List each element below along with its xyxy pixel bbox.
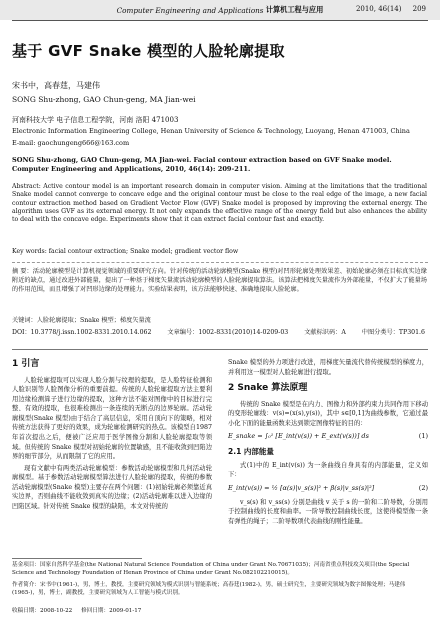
document-code: 文献标识码：A xyxy=(304,329,346,336)
affiliation-en: Electronic Information Engineering College, Henan University of Science & Technology, Luoyang, Henan 471003, China xyxy=(12,127,410,135)
equation-body: E_int(v(s)) = ½ [α(s)|v_s(s)|² + β(s)|v_ss(s)|²] xyxy=(228,483,375,492)
paragraph: 传统的 Snake 模型是在内力、图像力和外部约束力共同作用下移动的变形轮廓线：v(s)=(x(s),y(s))，其中 s∈[0,1]为曲线参数，它通过最小化下面的能量函数来达到锁定图像特征的目的： xyxy=(228,400,428,427)
paragraph: 人脸轮廓提取可以实现人脸分割与纹理的提取，是人脸特征检测和人脸识别等人脸图像分析的重要前提。传统的人脸轮廓提取方法主要利用边缘检测算子进行边缘的提取，这种方法不能对图像中的目标进行完整、有效的提取，也很难检测出一条连续的无断点的边界轮廓。活动轮廓模型(Snake 模型)由于结合了高层信息，采用自顶向下的策略，相对传统方法获得了更好的效果，成为轮廓检测研究的热点。该模型自1987年首次提出之后，便被广泛应用于医学图像分割和人脸轮廓提取等领域。但传统的 Snake 模型对初始轮廓的位置敏感，且不能收敛到凹陷边界的细节部分，从而限制了它的应用。 xyxy=(12,376,212,461)
paragraph: v_s(s) 和 v_ss(s) 分别是曲线 v 关于 s 的一阶和二阶导数，分别用于控制曲线的长度和曲率。一阶导数控制曲线长度，这使得模型像一条有弹性的绳子；二阶导数项代表曲线的刚性能量。 xyxy=(228,498,428,525)
abstract-cn: 摘 要：活动轮廓模型是计算机视觉领域的重要研究方向。针对传统的活动轮廓模型(Snake 模型)对凹形轮廓处理效果差、初始轮廓必须在目标真实边缘附近的缺点，通过改进外部能量，提出了一种基于梯度矢量流活动轮廓模型的人脸轮廓提取算法。该算法把梯度矢量流作为外部能量，不仅扩大了能量场的作用范围，而且增强了对凹形边缘的处理能力。实验结果表明，该方法能够快速、准确地提取人脸轮廓。 xyxy=(12,268,427,293)
journal-name-cn: 计算机工程与应用 xyxy=(265,5,324,14)
page-number: 209 xyxy=(412,5,426,13)
equation-number: (2) xyxy=(418,483,428,492)
left-column xyxy=(12,358,212,514)
paper-title: 基于 GVF Snake 模型的人脸轮廓提取 xyxy=(12,42,285,60)
equation-body: E_snake = ∫₀¹ [E_int(v(s)) + E_ext(v(s))] ds xyxy=(228,432,369,441)
journal-name-en: Computer Engineering and Applications xyxy=(116,5,264,15)
citation: SONG Shu-zhong, GAO Chun-geng, MA Jian-wei. Facial contour extraction based on GVF Snake model. Computer Engineering and Applications, 2010, 46(14): 209-211. xyxy=(12,156,392,173)
doi-row xyxy=(12,327,428,336)
paragraph: 现有文献中有两类活动轮廓模型：参数活动轮廓模型和几何活动轮廓模型。基于参数活动轮廓模型算法进行人脸轮廓的提取，传统的参数活动轮廓模型(Snake 模型)主要存在两个问题：(1)初始轮廓必须靠近真实边界，否则曲线不能收敛到真实的边缘；(2)活动轮廓难以进入边缘的凹陷区域。针对传统 Snake 模型的缺陷，本文对传统的 xyxy=(12,464,212,510)
keywords-en: Key words: facial contour extraction; Snake model; gradient vector flow xyxy=(12,248,239,255)
paragraph: 式(1)中的 E_int(v(s)) 为一条曲线自身具有的内部能量，定义如下： xyxy=(228,461,428,479)
author-email: E-mail: gaochungeng666@163.com xyxy=(12,139,130,147)
right-column xyxy=(228,358,428,528)
authors-en: SONG Shu-zhong, GAO Chun-geng, MA Jian-wei xyxy=(12,95,196,104)
funding-note: 基金项目：国家自然科学基金(the National Natural Science Foundation of China under Grant No.70671035)；河南省重点科技攻关项目(the Special Science and Technology Foundation of Henan Province of China under Grant No.082102210015)。 xyxy=(12,562,410,576)
section-heading: 1 引言 xyxy=(12,359,40,369)
abstract-en: Abstract: Active contour model is an important research domain in computer vision. Aiming at the limitations that the traditional Snake model cannot converge to concave edge and the original contour must be close to the real edge of the image, a new facial contour extraction method based on Gradient Vector Flow (GVF) Snake model is proposed by improving the external energy. The algorithm uses GVF as its external energy. It not only expands the effective range of the energy field but also enhances the ability to deal with the concave edge. Experiments show that it can extract facial contour fast and exactly. xyxy=(12,183,427,224)
equation xyxy=(228,432,428,442)
dates-row xyxy=(12,608,428,616)
clc-number: 中图分类号：TP301.6 xyxy=(361,329,425,336)
issue-and-page xyxy=(356,5,426,13)
footnote-rule xyxy=(12,558,142,559)
authors-cn: 宋书中，高春莛，马建伟 xyxy=(12,81,100,90)
section-heading: 2 Snake 算法原理 xyxy=(228,383,308,394)
divider xyxy=(12,262,428,263)
received-date: 收稿日期：2008-10-22 xyxy=(12,608,73,614)
affiliation-cn: 河南科技大学 电子信息工程学院，河南 洛阳 471003 xyxy=(12,116,179,124)
revised-date: 修回日期：2009-01-17 xyxy=(81,608,142,614)
equation-number: (1) xyxy=(418,432,428,441)
doi: DOI：10.3778/j.issn.1002-8331.2010.14.062 xyxy=(12,329,152,336)
keywords-cn: 关键词：人脸轮廓提取；Snake 模型；梯度矢量流 xyxy=(12,317,151,324)
author-bio: 作者简介：宋书中(1961-)，男，博士，教授，主要研究领域为模式识别与智能系统；高春莛(1982-)，男，硕士研究生，主要研究领域为数字图像处理；马建伟(1965-)，男，博士，副教授，主要研究领域为人工智能与模式识别。 xyxy=(12,582,406,596)
article-number: 文章编号：1002-8331(2010)14-0209-03 xyxy=(167,329,289,336)
issue-info: 2010, 46(14) xyxy=(355,5,402,13)
paragraph: Snake 模型的外力项进行改进，用梯度矢量流代替传统模型的梯度力，并利用这一模型对人脸轮廓进行提取。 xyxy=(228,359,428,376)
divider xyxy=(12,349,428,350)
header-rule xyxy=(12,20,428,21)
subsection-heading: 2.1 内部能量 xyxy=(228,447,274,457)
equation xyxy=(228,484,428,494)
